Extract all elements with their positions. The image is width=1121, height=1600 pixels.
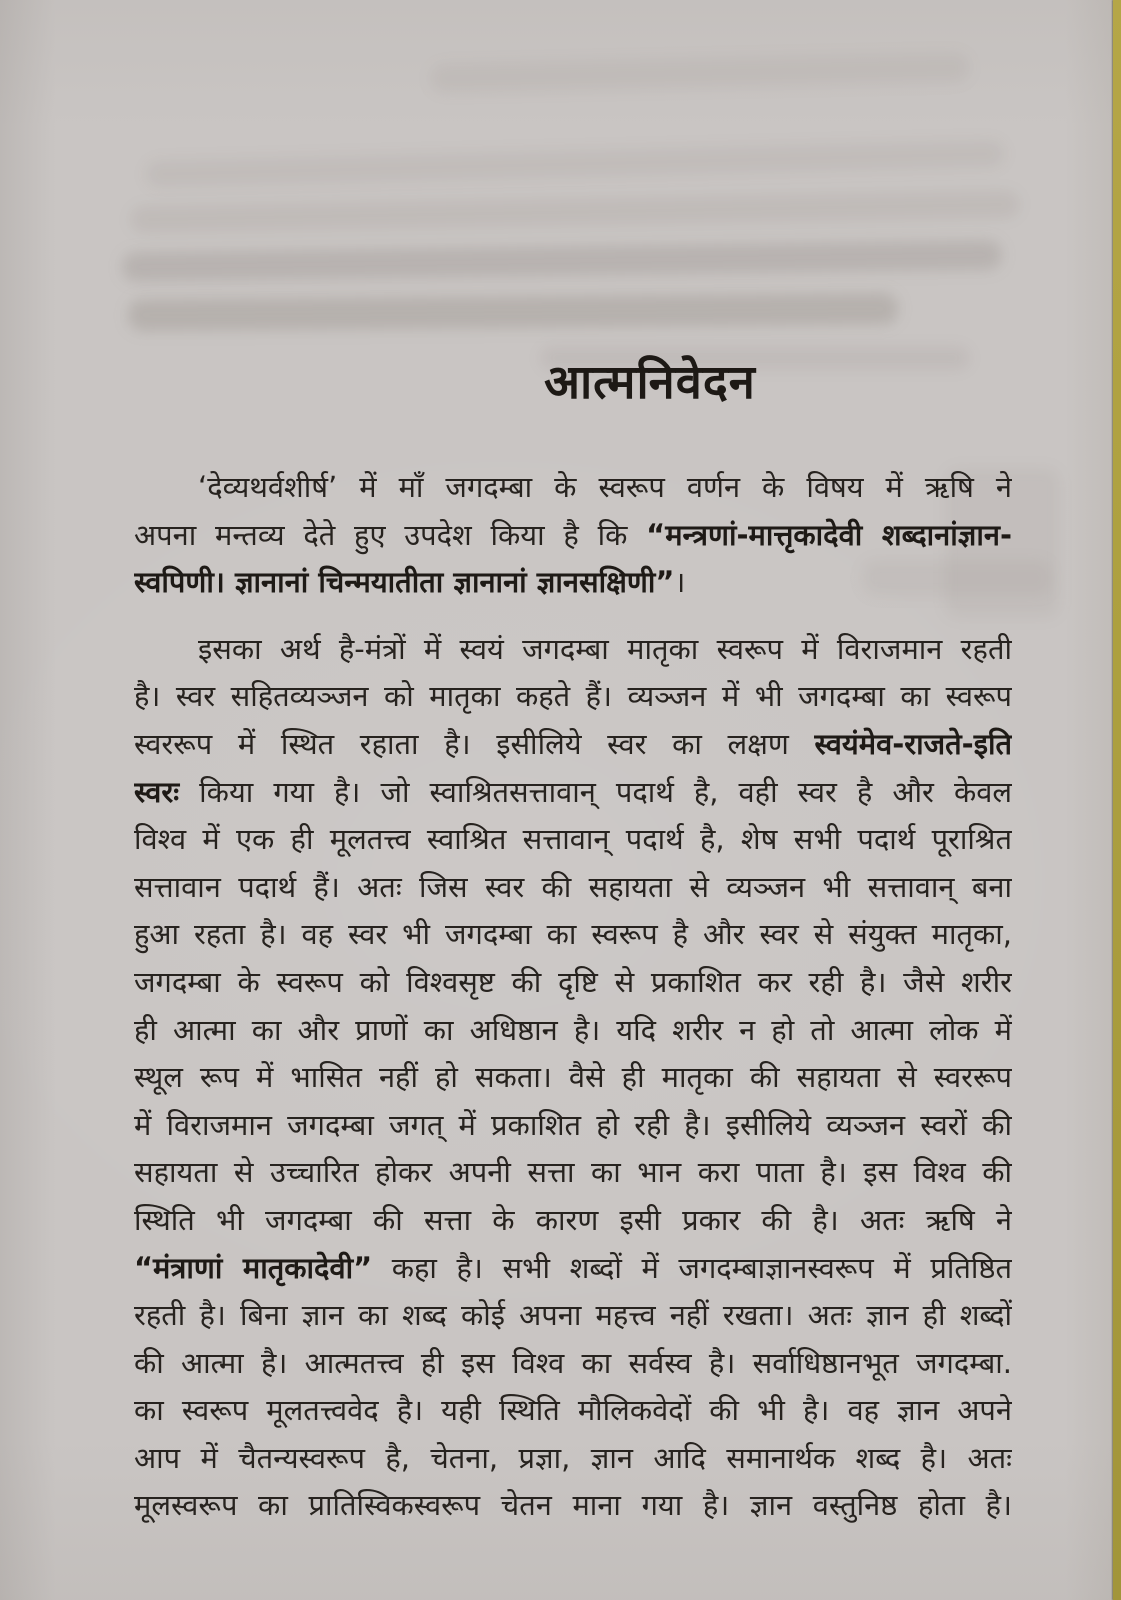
text-segment: विश्व में एक ही मूलतत्त्व स्वाश्रित सत्तावान् पदार्थ है, शेष सभी पदार्थ पूराश्रित — [134, 822, 1012, 857]
showthrough-artifact — [430, 52, 971, 93]
page-title: आत्मनिवेदन — [544, 355, 756, 410]
text-segment: स्वररूप में स्थित रहाता है। इसीलिये स्वर का लक्षण — [134, 726, 815, 761]
paragraph — [134, 464, 1012, 607]
text-line — [134, 512, 1012, 560]
text-segment: ही आत्मा का और प्राणों का अधिष्ठान है। यदि शरीर न हो तो आत्मा लोक में — [134, 1012, 1012, 1047]
text-line — [134, 1054, 1012, 1102]
showthrough-artifact — [145, 139, 1005, 188]
bold-text-segment: “मन्त्रणां-मात्तृकादेवी शब्दानांज्ञान- — [646, 517, 1012, 552]
bold-text-segment: स्वपिणी। ज्ञानानां चिन्मयातीता ज्ञानानां ज्ञानसक्षिणी” — [134, 565, 675, 600]
text-line — [134, 1245, 1012, 1293]
text-segment: सत्तावान पदार्थ हैं। अतः जिस स्वर की सहायता से व्यञ्जन भी सत्तावान् बना — [134, 869, 1012, 904]
text-line — [134, 464, 1012, 512]
text-line — [134, 626, 1012, 674]
text-line — [134, 1340, 1012, 1388]
showthrough-artifact — [128, 293, 898, 332]
text-segment: सहायता से उच्चारित होकर अपनी सत्ता का भान करा पाता है। इस विश्व की — [134, 1155, 1012, 1190]
text-line — [134, 1007, 1012, 1055]
text-line — [134, 769, 1012, 817]
showthrough-artifact — [130, 190, 1020, 234]
text-segment: जगदम्बा के स्वरूप को विश्वसृष्ट की दृष्टि से प्रकाशित कर रही है। जैसे शरीर — [134, 964, 1012, 999]
text-segment: मूलस्वरूप का प्रातिस्विकस्वरूप चेतन माना गया है। ज्ञान वस्तुनिष्ठ होता है। — [134, 1488, 1012, 1523]
text-segment: कहा है। सभी शब्दों में जगदम्बाज्ञानस्वरूप में प्रतिष्ठित — [372, 1250, 1012, 1285]
bold-text-segment: स्वयंमेव-राजते-इति — [814, 726, 1012, 761]
text-segment: आप में चैतन्यस्वरूप है, चेतना, प्रज्ञा, ज्ञान आदि समानार्थक शब्द है। अतः — [134, 1440, 1012, 1475]
text-segment: किया गया है। जो स्वाश्रितसत्तावान् पदार्थ है, वही स्वर है और केवल — [179, 774, 1012, 809]
text-line — [134, 959, 1012, 1007]
text-line — [134, 1149, 1012, 1197]
text-line — [134, 911, 1012, 959]
text-segment: रहती है। बिना ज्ञान का शब्द कोई अपना महत्त्व नहीं रखता। अतः ज्ञान ही शब्दों — [134, 1298, 1012, 1333]
text-line — [134, 1197, 1012, 1245]
text-segment: हुआ रहता है। वह स्वर भी जगदम्बा का स्वरूप है और स्वर से संयुक्त मातृका, — [134, 917, 1012, 952]
text-segment: । — [674, 565, 686, 600]
text-line — [134, 559, 1012, 607]
text-segment: अपना मन्तव्य देते हुए उपदेश किया है कि — [134, 517, 647, 552]
text-line — [134, 1102, 1012, 1150]
text-segment: स्थूल रूप में भासित नहीं हो सकता। वैसे ही मातृका की सहायता से स्वररूप — [134, 1060, 1012, 1095]
text-segment: का स्वरूप मूलतत्त्ववेद है। यही स्थिति मौलिकवेदों की भी है। वह ज्ञान अपने — [134, 1393, 1012, 1428]
text-segment: की आत्मा है। आत्मतत्त्व ही इस विश्व का सर्वस्व है। सर्वाधिष्ठानभूत जगदम्बा. — [134, 1345, 1012, 1380]
text-line — [134, 1435, 1012, 1483]
text-segment: इसका अर्थ है-मंत्रों में स्वयं जगदम्बा मातृका स्वरूप में विराजमान रहती — [198, 631, 1012, 666]
showthrough-artifact — [122, 240, 1002, 282]
text-segment: में विराजमान जगदम्बा जगत् में प्रकाशित हो रही है। इसीलिये व्यञ्जन स्वरों की — [134, 1107, 1012, 1142]
text-line — [134, 1387, 1012, 1435]
text-line — [134, 1482, 1012, 1530]
text-line — [134, 816, 1012, 864]
page-edge-strip — [1113, 0, 1121, 1600]
text-line — [134, 673, 1012, 721]
bold-text-segment: “मंत्राणां मातृकादेवी” — [134, 1250, 373, 1285]
text-line — [134, 721, 1012, 769]
text-segment: स्थिति भी जगदम्बा की सत्ता के कारण इसी प्रकार की है। अतः ऋषि ने — [134, 1202, 1012, 1237]
paragraph — [134, 626, 1012, 1530]
body-text — [134, 464, 1012, 1530]
text-line — [134, 864, 1012, 912]
text-segment: है। स्वर सहितव्यञ्जन को मातृका कहते हैं। व्यञ्जन में भी जगदम्बा का स्वरूप — [134, 679, 1012, 714]
text-line — [134, 1292, 1012, 1340]
text-segment: ‘देव्यथर्वशीर्ष’ में माँ जगदम्बा के स्वरूप वर्णन के विषय में ऋषि ने — [198, 470, 1012, 504]
bold-text-segment: स्वरः — [134, 774, 180, 809]
